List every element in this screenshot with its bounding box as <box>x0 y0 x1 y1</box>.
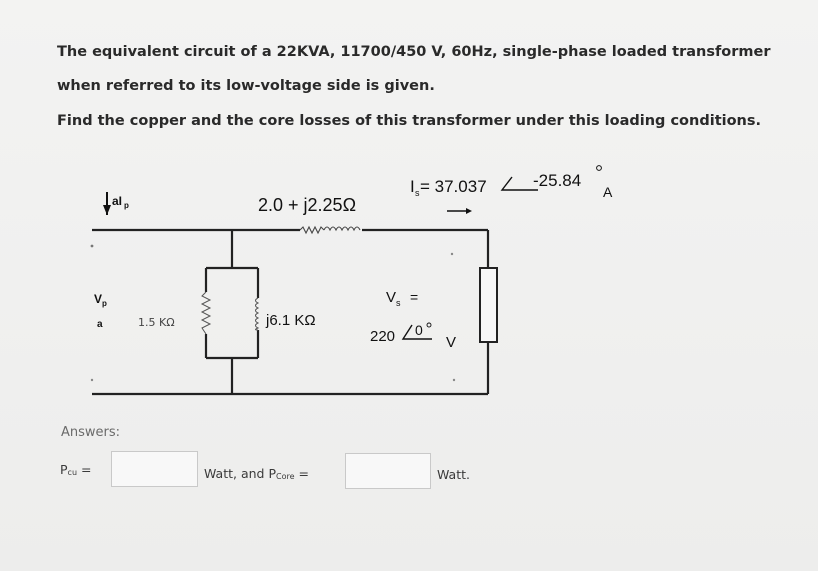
series-impedance-label: 2.0 + j2.25Ω <box>258 195 357 215</box>
pcu-equals: = <box>81 462 92 477</box>
series-inductor-symbol <box>324 227 360 230</box>
terminal-dot-plus <box>91 245 94 248</box>
watt-unit-label: Watt. <box>437 467 470 482</box>
magnetizing-inductor-symbol <box>256 298 259 330</box>
pcore-label <box>204 466 309 481</box>
magnetizing-reactance-label: j6.1 KΩ <box>266 312 316 329</box>
vs-unit: V <box>446 334 457 351</box>
current-label: I <box>410 177 415 196</box>
answers-heading: Answers: <box>61 425 121 440</box>
pcore-prefix-text: Watt, and P <box>204 466 276 481</box>
vs-equals: = <box>410 289 419 305</box>
load-box <box>480 268 497 342</box>
ip-subscript: p <box>124 201 129 210</box>
current-subscript: s <box>415 188 420 198</box>
pcore-equals: = <box>298 466 309 481</box>
core-resistor-symbol <box>202 292 210 334</box>
question-line-2: when referred to its low-voltage side is given. <box>57 78 435 94</box>
ip-arrow-head <box>103 205 111 215</box>
terminal-dot-minus <box>91 379 93 381</box>
vs-plus-dot <box>451 253 453 255</box>
vp-subscript: p <box>102 299 107 308</box>
pcu-label <box>60 462 91 477</box>
vs-degree <box>427 323 431 327</box>
question-line-3: Find the copper and the core losses of this transformer under this loading conditions. <box>57 113 762 129</box>
current-angle: -25.84 <box>533 171 582 190</box>
current-degree <box>597 166 602 171</box>
core-resistance-label: 1.5 KΩ <box>138 316 175 329</box>
pcu-letter: P <box>60 462 68 477</box>
vs-angle: 0 <box>415 322 423 338</box>
copper-loss-input[interactable] <box>111 451 198 487</box>
vs-label: V <box>386 289 397 306</box>
current-arrow-head <box>466 208 472 214</box>
core-loss-input[interactable] <box>345 453 431 489</box>
ip-label: aI <box>112 194 123 208</box>
pcu-subscript: cu <box>67 468 78 477</box>
vp-label: V <box>94 292 103 306</box>
current-unit: A <box>603 184 613 200</box>
vs-minus-dot <box>453 379 455 381</box>
series-resistor-symbol <box>300 227 324 233</box>
vs-value: 220 <box>370 328 396 345</box>
vs-subscript: s <box>396 298 401 308</box>
current-value: = 37.037 <box>420 177 487 196</box>
vp-denominator: a <box>97 319 103 330</box>
question-line-1: The equivalent circuit of a 22KVA, 11700/450 V, 60Hz, single-phase loaded transformer <box>57 44 771 60</box>
pcore-subscript: Core <box>276 472 295 481</box>
